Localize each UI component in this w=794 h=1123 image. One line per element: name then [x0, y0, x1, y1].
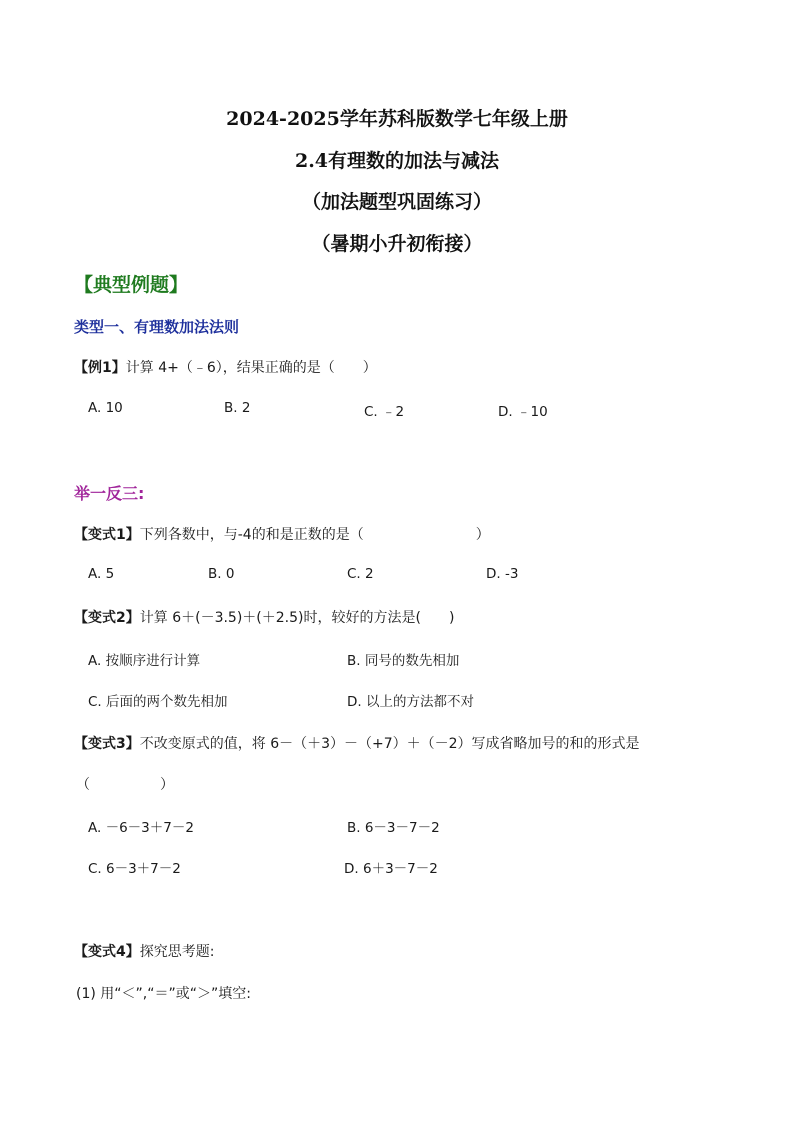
variant-2-option-a: A. 按顺序进行计算 — [88, 653, 201, 669]
variant-2-text: 计算 6＋(－3.5)＋(＋2.5)时，较好的方法是( ) — [139, 610, 455, 626]
juyi-heading: 举一反三: — [74, 484, 145, 503]
variant-2-option-d: D. 以上的方法都不对 — [347, 694, 474, 710]
variant-1-question — [74, 524, 490, 544]
variant-3-option-c: C. 6－3＋7－2 — [88, 861, 181, 877]
example-1-option-a: A. 10 — [88, 400, 123, 416]
variant-1-option-c: C. 2 — [347, 566, 374, 582]
doc-title-line4: （暑期小升初衔接） — [311, 233, 483, 255]
variant-2-question — [74, 607, 454, 627]
variant-1-option-d: D. -3 — [486, 566, 519, 582]
variant-2-tag: 【变式2】 — [74, 610, 140, 626]
variant-4-question — [74, 941, 214, 961]
variant-2-option-b: B. 同号的数先相加 — [347, 653, 460, 669]
variant-1-text: 下列各数中，与-4的和是正数的是（ ） — [139, 527, 490, 543]
variant-1-option-a: A. 5 — [88, 566, 115, 582]
example-1-option-c: C. ﹣2 — [364, 404, 405, 420]
variant-3-tag: 【变式3】 — [74, 736, 140, 752]
variant-3-option-b: B. 6－3－7－2 — [347, 820, 440, 836]
variant-2-option-c: C. 后面的两个数先相加 — [88, 694, 228, 710]
variant-3-answer-blank: （ ） — [76, 777, 174, 793]
variant-3-option-a: A. －6－3＋7－2 — [88, 820, 194, 836]
variant-4-text: 探究思考题: — [139, 944, 215, 960]
example-1-text: 计算 4+（﹣6），结果正确的是（ ） — [125, 360, 377, 376]
section-heading: 【典型例题】 — [74, 274, 189, 296]
variant-4-subquestion-1: (1) 用“＜”,“＝”或“＞”填空: — [76, 986, 251, 1002]
variant-1-option-b: B. 0 — [208, 566, 235, 582]
variant-3-text: 不改变原式的值，将 6－（＋3）－（+7）＋（－2）写成省略加号的和的形式是 — [139, 736, 640, 752]
doc-title-line2: 2.4有理数的加法与减法 — [294, 150, 500, 172]
variant-3-option-d: D. 6＋3－7－2 — [344, 861, 438, 877]
example-1-option-d: D. ﹣10 — [498, 404, 548, 420]
doc-title-line1: 2024-2025学年苏科版数学七年级上册 — [226, 108, 568, 130]
example-1-option-b: B. 2 — [224, 400, 251, 416]
example-1-tag: 【例1】 — [74, 360, 126, 376]
variant-1-tag: 【变式1】 — [74, 527, 140, 543]
type-heading: 类型一、有理数加法法则 — [74, 318, 240, 336]
doc-title-line3: （加法题型巩固练习） — [301, 191, 492, 213]
example-1-question — [74, 357, 377, 377]
variant-3-question — [74, 733, 640, 753]
variant-4-tag: 【变式4】 — [74, 944, 140, 960]
